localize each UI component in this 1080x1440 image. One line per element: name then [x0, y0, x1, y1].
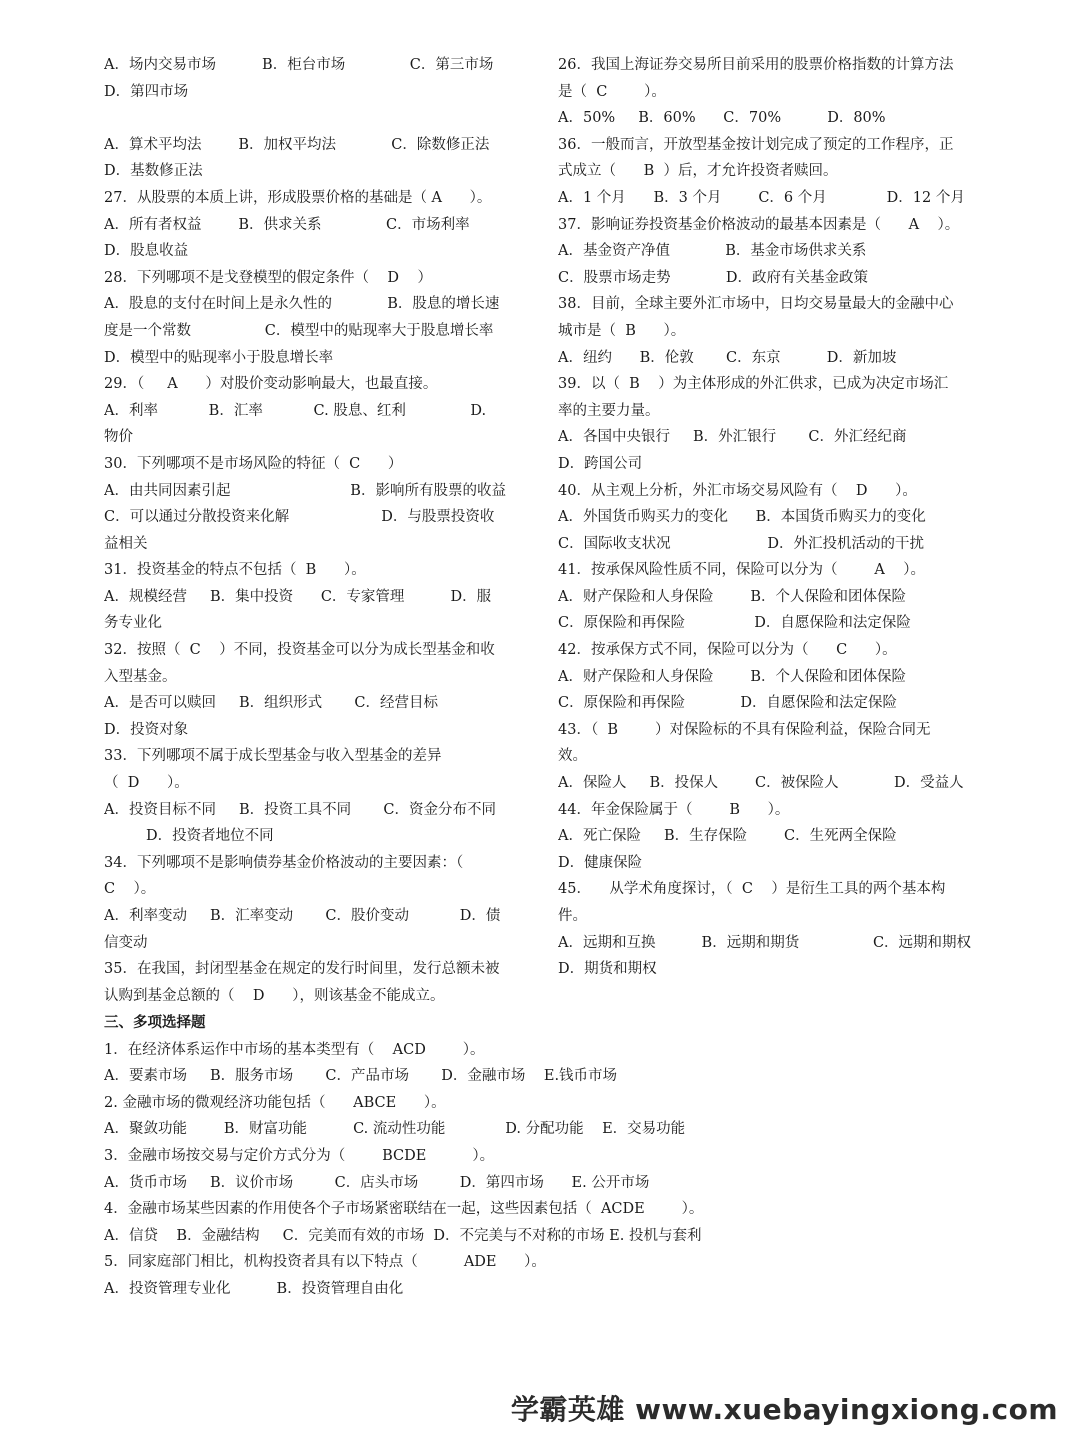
text-line: 认购到基金总额的（ D ），则该基金不能成立。	[104, 987, 445, 1004]
text-line: A．利率变动 B．汇率变动 C．股价变动 D．债	[104, 908, 501, 924]
text-line: 1．在经济体系运作中市场的基本类型有（ ACD ）。	[104, 1041, 485, 1058]
text-line: A．股息的支付在时间上是永久性的 B．股息的增长速	[104, 296, 500, 313]
text-line: A．死亡保险 B．生存保险 C．生死两全保险	[558, 828, 897, 845]
text-line: C．股票市场走势 D．政府有关基金政策	[558, 269, 869, 286]
text-line: 37．影响证券投资基金价格波动的最基本因素是（ A ）。	[558, 216, 960, 233]
text-line: D．健康保险	[558, 854, 643, 871]
text-line: A．利率 B．汇率 C. 股息、红利 D.	[104, 402, 487, 419]
text-line: 26．我国上海证券交易所目前采用的股票价格指数的计算方法	[558, 57, 954, 73]
text-line: D．期货和期权	[558, 961, 657, 978]
text-line: A．要素市场 B．服务市场 C．产品市场 D．金融市场 E.钱币市场	[104, 1068, 618, 1085]
text-line: A．50% B．60% C．70% D．80%	[558, 110, 886, 127]
text-line: 29．（ A ）对股价变动影响最大，也最直接。	[104, 376, 438, 393]
text-line: 33．下列哪项不属于成长型基金与收入型基金的差异	[104, 748, 442, 765]
text-line: 38．目前，全球主要外汇市场中，日均交易量最大的金融中心	[558, 296, 954, 313]
text-line: A．远期和互换 B．远期和期货 C．远期和期权	[558, 934, 972, 951]
text-line: A．外国货币购买力的变化 B．本国货币购买力的变化	[558, 509, 926, 526]
text-line: 44．年金保险属于（ B ）。	[558, 801, 790, 818]
text-line: 41．按承保风险性质不同，保险可以分为（ A ）。	[558, 562, 925, 579]
text-line: A．基金资产净值 B．基金市场供求关系	[558, 243, 867, 260]
watermark-footer: 学霸英雄 www.xuebayingxiong.com	[510, 1393, 1058, 1426]
text-line: C．可以通过分散投资来化解 D．与股票投资收	[104, 509, 495, 526]
text-line: A．算术平均法 B．加权平均法 C．除数修正法	[104, 136, 490, 153]
text-line: A．1 个月 B．3 个月 C．6 个月 D．12 个月	[558, 189, 965, 206]
left-column	[104, 52, 524, 1009]
text-line: A．是否可以赎回 B．组织形式 C．经营目标	[104, 695, 439, 712]
text-line: A．纽约 B．伦敦 C．东京 D．新加坡	[558, 349, 897, 366]
text-line: 是（ C ）。	[558, 83, 666, 100]
text-line: A．场内交易市场 B．柜台市场 C．第三市场	[104, 57, 494, 73]
text-line: A．投资目标不同 B．投资工具不同 C．资金分布不同	[104, 801, 497, 818]
text-line: D．股息收益	[104, 243, 189, 260]
text-line: A．所有者权益 B．供求关系 C．市场利率	[104, 216, 470, 233]
text-line: C．原保险和再保险 D．自愿保险和法定保险	[558, 615, 911, 632]
text-line: 件。	[558, 908, 587, 924]
text-line: 32．按照（ C ）不同，投资基金可以分为成长型基金和收	[104, 642, 495, 659]
right-column	[558, 52, 976, 983]
text-line: 信变动	[104, 934, 148, 951]
text-line: 4．金融市场某些因素的作用使各个子市场紧密联结在一起，这些因素包括（ ACDE ）。	[104, 1201, 704, 1218]
text-line: A．货币市场 B．议价市场 C．店头市场 D．第四市场 E. 公开市场	[104, 1174, 650, 1191]
text-line: 43．（ B ）对保险标的不具有保险利益，保险合同无	[558, 721, 931, 738]
text-line: （ D ）。	[104, 775, 189, 792]
text-line: 入型基金。	[104, 668, 177, 685]
text-line: A．由共同因素引起 B．影响所有股票的收益	[104, 482, 506, 499]
section-heading: 三、多项选择题	[104, 1014, 206, 1031]
text-line: 益相关	[104, 535, 148, 552]
text-line: C．国际收支状况 D．外汇投机活动的干扰	[558, 535, 925, 552]
text-line: D．跨国公司	[558, 455, 643, 472]
text-line: 率的主要力量。	[558, 402, 660, 419]
text-line: 40．从主观上分析，外汇市场交易风险有（ D ）。	[558, 482, 917, 499]
text-line: 城市是（ B ）。	[558, 322, 686, 339]
text-line: A．投资管理专业化 B．投资管理自由化	[104, 1280, 404, 1297]
text-line	[104, 105, 524, 132]
text-line: 5．同家庭部门相比，机构投资者具有以下特点（ ADE ）。	[104, 1254, 546, 1271]
text-line: A．财产保险和人身保险 B．个人保险和团体保险	[558, 668, 906, 685]
text-line: 2. 金融市场的微观经济功能包括（ ABCE ）。	[104, 1094, 446, 1111]
text-line: 34．下列哪项不是影响债券基金价格波动的主要因素：（	[104, 854, 464, 871]
text-line: 36．一般而言，开放型基金按计划完成了预定的工作程序，正	[558, 136, 954, 153]
text-line: D．模型中的贴现率小于股息增长率	[104, 349, 334, 366]
text-line: A．规模经营 B．集中投资 C．专家管理 D．服	[104, 588, 492, 605]
text-line: D．第四市场	[104, 83, 189, 100]
text-line: 式成立（ B ）后，才允许投资者赎回。	[558, 163, 838, 180]
multiple-choice-section	[104, 1010, 964, 1303]
text-line: 效。	[558, 748, 587, 765]
text-line: 3．金融市场按交易与定价方式分为（ BCDE ）。	[104, 1147, 495, 1164]
text-line: 31．投资基金的特点不包括（ B ）。	[104, 562, 366, 579]
text-line: 39．以（ B ）为主体形成的外汇供求，已成为决定市场汇	[558, 376, 949, 393]
text-line: 45． 从学术角度探讨，（ C ）是衍生工具的两个基本构	[558, 881, 946, 898]
text-line: A．各国中央银行 B．外汇银行 C．外汇经纪商	[558, 429, 907, 446]
text-line: 30．下列哪项不是市场风险的特征（ C ）	[104, 455, 403, 472]
text-line: A．信贷 B．金融结构 C．完美而有效的市场 D．不完美与不对称的市场 E. 投机与套利	[104, 1227, 702, 1244]
text-line: D．投资者地位不同	[146, 828, 274, 845]
text-line: A．保险人 B．投保人 C．被保险人 D．受益人	[558, 775, 964, 792]
text-line: D．基数修正法	[104, 163, 203, 180]
text-line: 42．按承保方式不同，保险可以分为（ C ）。	[558, 642, 897, 659]
text-line: C．原保险和再保险 D．自愿保险和法定保险	[558, 695, 898, 712]
text-line: 27．从股票的本质上讲，形成股票价格的基础是（ A ）。	[104, 189, 492, 206]
text-line: 度是一个常数 C．模型中的贴现率大于股息增长率	[104, 322, 494, 339]
text-line: C ）。	[104, 881, 156, 898]
text-line: 28．下列哪项不是戈登模型的假定条件（ D ）	[104, 269, 432, 286]
text-line: D．投资对象	[104, 721, 189, 738]
text-line: 物价	[104, 429, 133, 446]
text-line: 35．在我国，封闭型基金在规定的发行时间里，发行总额未被	[104, 961, 500, 978]
text-line: A．聚敛功能 B．财富功能 C. 流动性功能 D. 分配功能 E．交易功能	[104, 1121, 686, 1138]
text-line: 务专业化	[104, 615, 162, 632]
text-line: A．财产保险和人身保险 B．个人保险和团体保险	[558, 588, 906, 605]
